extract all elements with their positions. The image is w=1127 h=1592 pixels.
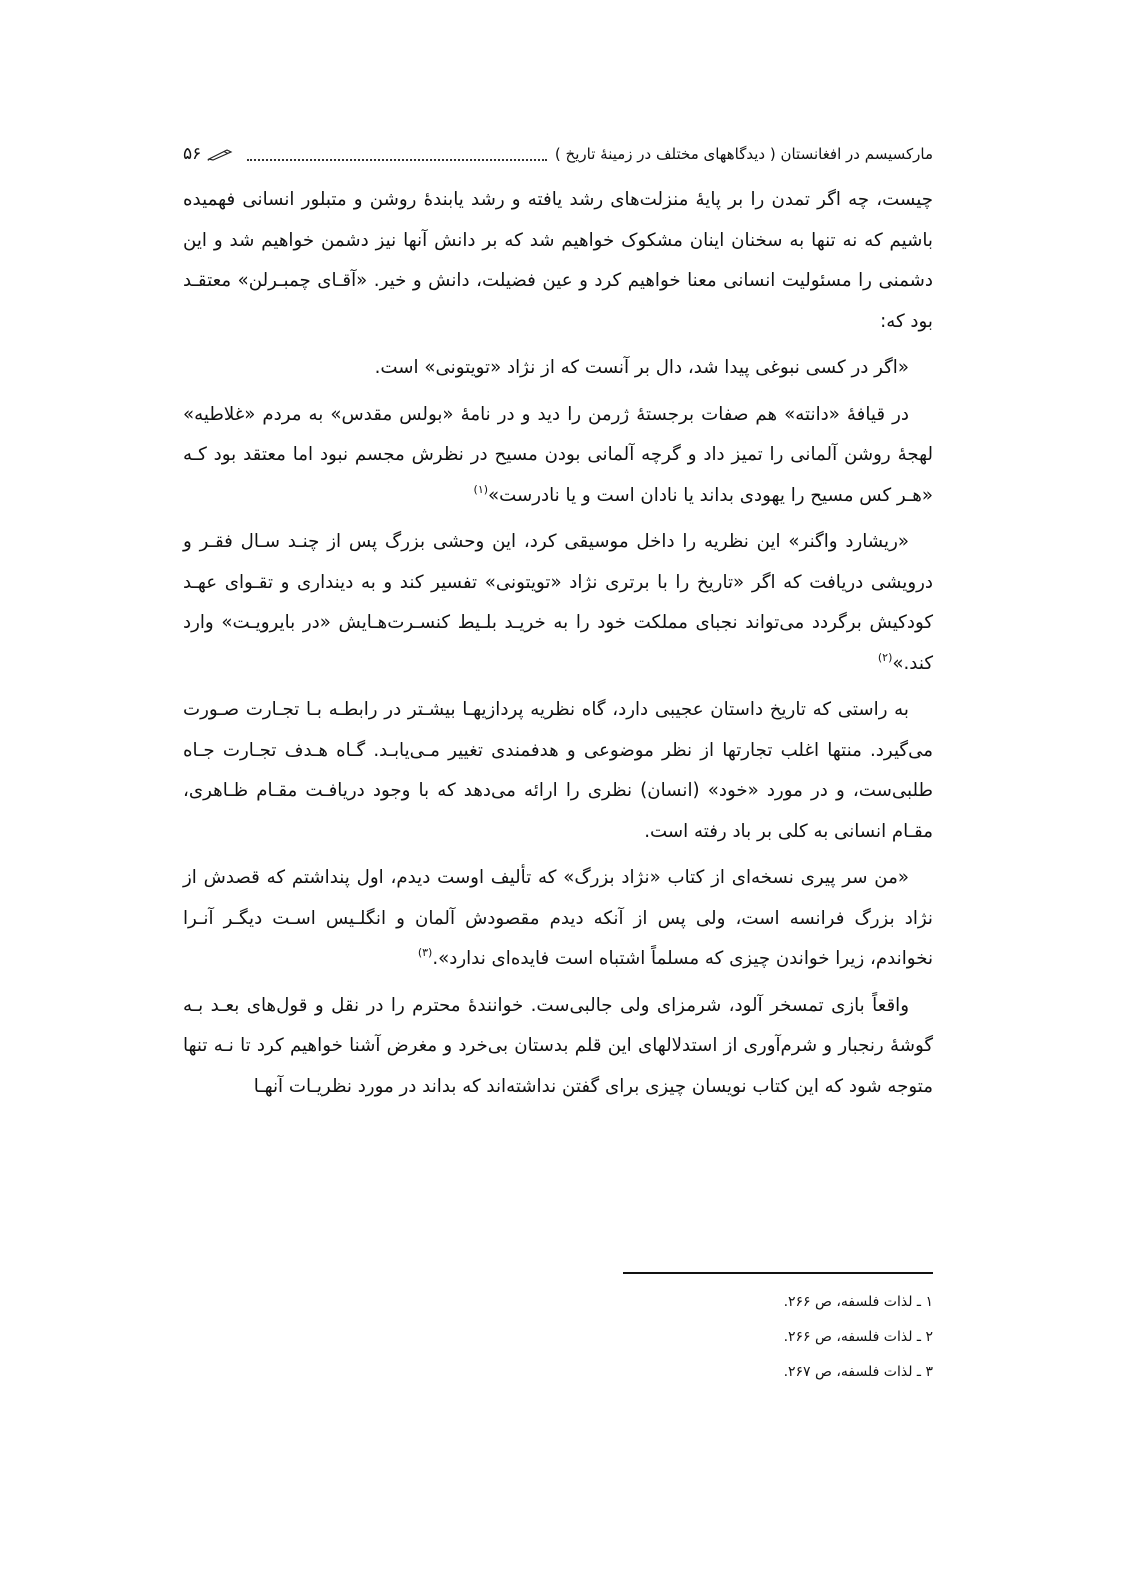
- paragraph: [183, 690, 933, 852]
- footnote-ref: (۱): [473, 482, 489, 496]
- footnote: ۱ ـ لذات فلسفه، ص ۲۶۶.: [783, 1294, 933, 1310]
- body-text: [183, 180, 933, 1107]
- paragraph-text: در قیافهٔ «دانته» هم صفات برجستهٔ ژرمن را دید و در نامهٔ «بولس مقدس» به مردم «غلاطیه» لهجهٔ روشن آلمانی را تمیز داد و گرچه آلمانی بودن مسیح در نظرش مجسم نبود اما معتقد بود کـه «هـر کس مسیح را یهودی بداند یا نادان است و یا نادرست»: [183, 403, 933, 506]
- dot-leader: [247, 147, 547, 161]
- footnote: ۲ ـ لذات فلسفه، ص ۲۶۶.: [783, 1329, 933, 1345]
- footnote-ref: (۳): [417, 946, 433, 959]
- paragraph: [183, 986, 933, 1108]
- paragraph: [183, 522, 933, 684]
- pen-icon: [207, 147, 233, 161]
- paragraph: [183, 180, 933, 342]
- footnote: ۳ ـ لذات فلسفه، ص ۲۶۷.: [783, 1364, 933, 1380]
- paragraph-text: «اگر در کسی نبوغی پیدا شد، دال بر آنست که از نژاد «تویتونی» است.: [374, 357, 909, 378]
- paragraph-text: واقعاً بازی تمسخر آلود، شرمزای ولی جالبی‌ست. خوانندهٔ محترم را در نقل و قول‌های بعـد بـه گوشهٔ رنجبار و شرم‌آوری از استدلالهای این قلم بدستان بی‌خرد و مغرض آشنا خواهیم کرد تا نـه تنها متوجه شود که این کتاب نویسان چیزی برای گفتن نداشته‌اند که بداند در مورد نظریـات آنهـا: [183, 994, 933, 1097]
- paragraph-text: چیست، چه اگر تمدن را بر پایهٔ منزلت‌های رشد یافته و رشد یابندهٔ روشن و متبلور انسانی فهمیده باشیم که نه تنها به سخنان اینان مشکوک خواهیم شد که بر دانش آنها نیز دشمن خواهیم شد و این دشمنی را مسئولیت انسانی معنا خواهیم کرد و عین فضیلت، دانش و خیر. «آقـای چمبـرلن» معتقـد بود که:: [183, 189, 933, 332]
- footnote-divider: [623, 1272, 933, 1274]
- footnote-ref: (۲): [877, 650, 893, 664]
- footnotes: [183, 1285, 933, 1390]
- quote-paragraph: [183, 858, 933, 980]
- running-title: مارکسیسم در افغانستان ( دیدگاههای مختلف در زمینهٔ تاریخ ): [554, 145, 933, 163]
- paragraph: [183, 395, 933, 517]
- running-head: [183, 139, 933, 169]
- quote-paragraph: [183, 348, 933, 389]
- page-number: ۵۶: [183, 144, 202, 164]
- paragraph-text: «من سر پیری نسخه‌ای از کتاب «نژاد بزرگ» که تألیف اوست دیدم، اول پنداشتم که قصدش از نژاد بزرگ فرانسه است، ولی پس از آنکه دیدم مقصودش آلمان و انگلـیس اسـت دیگـر آنـرا نخواندم، زیرا خواندن چیزی که مسلماً اشتباه است فایده‌ای ندارد».: [183, 867, 933, 969]
- paragraph-text: به راستی که تاریخ داستان عجیبی دارد، گاه نظریه پردازیهـا بیشـتر در رابطـه بـا تجـارت صـورت می‌گیرد. منتها اغلب تجارتها از نظر موضوعی و هدفمندی تغییر مـی‌یابـد. گـاه هـدف تجـارت جـاه طلبی‌ست، و در مورد «خود» (انسان) نظری را ارائه می‌دهد که با وجود دریافـت مقـام ظـاهری، مقـام انسانی به کلی بر باد رفته است.: [183, 699, 933, 842]
- paragraph-text: «ریشارد واگنر» این نظریه را داخل موسیقی کرد، این وحشی بزرگ پس از چنـد سـال فقـر و درویشی دریافت که اگر «تاریخ را با برتری نژاد «تویتونی» تفسیر کند و به دینداری و تقـوای عهـد کودکیش برگردد می‌تواند نجبای مملکت خود را به خریـد بلـیط کنسـرت‌هـایش «در بایرویـت» وارد کند.»: [183, 531, 933, 674]
